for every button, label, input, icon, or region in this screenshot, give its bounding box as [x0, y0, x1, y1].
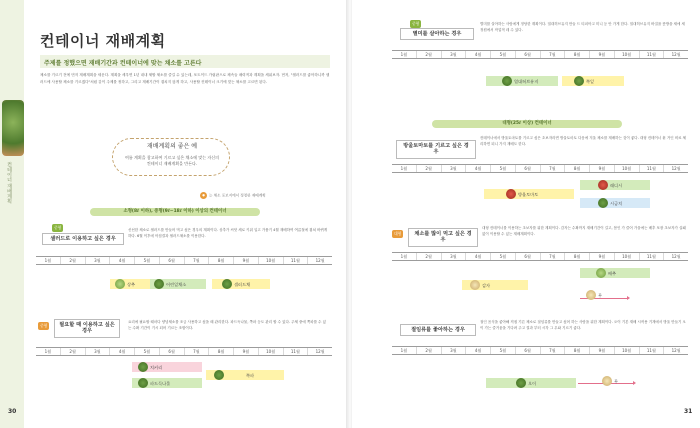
case5-title: 채소를 많이 먹고 싶은 경우: [408, 228, 478, 247]
case1-months-header: [36, 256, 332, 265]
herb-icon: [502, 76, 512, 86]
month-label: 8월: [564, 51, 589, 58]
case1-label-3: 샐러드채: [234, 282, 251, 287]
section-banner-small: 소형(8ℓ 이하), 중형(9ℓ~18ℓ 이하) 이상의 컨테이너: [90, 208, 260, 216]
spinach-icon: [598, 198, 608, 208]
month-label: 3월: [441, 347, 466, 354]
example-title: 재배계획의 좋은 예: [146, 143, 198, 150]
case3-label-2: 쪽잎: [586, 79, 595, 84]
month-label: 2월: [416, 51, 441, 58]
month-label: 10월: [614, 253, 639, 260]
case1-tag: 중형: [54, 225, 62, 230]
case1-desc: 신선한 채소로 샐러드를 만들어 먹고 싶은 경우의 계획이다. 상추가 씨앗 세로 키워 입고 가뭄기 4월 재배하여 여름철에 겹쳐 바뀌게 하다. 6월 이후에 아침결과 샐러드채소를 이용한다.: [128, 228, 328, 238]
left-page: [0, 0, 348, 428]
daikon-icon: [602, 376, 612, 386]
month-label: 3월: [441, 253, 466, 260]
case3-desc: 별미를 살아하는 사람에게 정당한 계획이다. 열대허브유지 만들 드 티피아고 미니 등 안 가게 한다. 열대허브유지 바질을 뜻방을 새에 세 정원에서 작업적 데 수 있다.: [480, 22, 685, 32]
side-text: 컨테이너 재배계획: [6, 162, 12, 204]
month-label: 12월: [307, 348, 332, 355]
month-label: 8월: [564, 253, 589, 260]
month-label: 3월: [85, 257, 110, 264]
case6-label-2: 무: [614, 379, 619, 384]
month-label: 12월: [663, 253, 688, 260]
month-label: 6월: [159, 348, 184, 355]
chive-icon: [214, 370, 224, 380]
case2-months-header: [36, 347, 332, 356]
month-label: 2월: [416, 253, 441, 260]
month-label: 2월: [416, 165, 441, 172]
mitsuba-icon: [138, 378, 148, 388]
month-label: 10월: [258, 257, 283, 264]
case2-tag: 중형: [40, 323, 48, 328]
month-label: 11월: [639, 165, 664, 172]
month-label: 6월: [515, 51, 540, 58]
page-subtitle: 주제를 정했으면 재배기간과 컨테이너에 맞는 채소를 고른다: [40, 55, 330, 68]
month-label: 8월: [208, 348, 233, 355]
intro-text: 채소를 기르기 전에 먼저 재배계획을 세운다. 계획을 세우면 1년 내내 채할 채소를 즐길 수 있는데, 포트이드 가림판으로 채속들 매력적과 계획을 세워보자. 먼저, "샐러드를 좋아하니까 샐러드에 사용할 채소를 기르겠다"처럼 같이 주제를 정하고, 그리고 재배기간이 겹치지 않게 하고, 사용할 컨테이너 크기에 맞는 채소를 고르면 된다.: [40, 73, 330, 84]
case4-label-2: 래디시: [610, 183, 623, 188]
month-label: 4월: [109, 257, 134, 264]
month-label: 7월: [540, 347, 565, 354]
case5-tag: 대형: [394, 231, 402, 236]
case3-months-header: [392, 50, 688, 59]
case5-label-1: 감자: [482, 283, 491, 288]
case6-label-1: 오이: [528, 381, 537, 386]
month-label: 9월: [589, 253, 614, 260]
month-label: 5월: [490, 347, 515, 354]
month-label: 9월: [589, 51, 614, 58]
month-label: 4월: [465, 347, 490, 354]
month-label: 2월: [60, 348, 85, 355]
month-label: 8월: [564, 347, 589, 354]
case5-months-header: [392, 252, 688, 261]
case3-title: 별미를 살아하는 경우: [400, 28, 474, 40]
salad-green-icon: [222, 279, 232, 289]
month-label: 8월: [564, 165, 589, 172]
section-banner-large: 대형(25ℓ 이상) 컨테이너: [432, 120, 622, 128]
month-label: 12월: [663, 165, 688, 172]
month-label: 8월: [208, 257, 233, 264]
case2-title: 필요할 때 이용하고 싶은 경우: [54, 319, 120, 338]
month-label: 12월: [307, 257, 332, 264]
month-label: 12월: [663, 51, 688, 58]
case1-label-1: 상추: [127, 282, 136, 287]
month-label: 1월: [400, 348, 408, 353]
cucumber-icon: [516, 378, 526, 388]
case5-label-2: 배추: [608, 271, 617, 276]
month-label: 4월: [465, 165, 490, 172]
case1-label-2: 어린잎채소: [166, 282, 187, 287]
month-label: 4월: [465, 253, 490, 260]
month-label: 1월: [44, 258, 52, 263]
month-label: 11월: [639, 347, 664, 354]
month-label: 11월: [639, 51, 664, 58]
note-text: 는 채소 포보지에서 정정한 재배계획: [209, 193, 266, 198]
case3-label-1: 열대허브유지: [514, 79, 539, 84]
month-label: 5월: [134, 257, 159, 264]
case6-months-header: [392, 346, 688, 355]
baby-leaf-icon: [154, 279, 164, 289]
month-label: 2월: [60, 257, 85, 264]
cabbage-icon: [596, 268, 606, 278]
month-label: 5월: [490, 165, 515, 172]
case3-tag: 중형: [412, 21, 420, 26]
case6-title: 절임류를 좋아하는 경우: [400, 324, 476, 336]
month-label: 1월: [400, 166, 408, 171]
month-label: 12월: [663, 347, 688, 354]
case2-label-3: 쪽파: [246, 373, 255, 378]
page-number-right: 31: [684, 408, 693, 415]
case1-title: 샐러드로 이용하고 싶은 경우: [42, 233, 124, 245]
month-label: 4월: [109, 348, 134, 355]
case4-title: 방울토마토를 기르고 싶은 경우: [396, 140, 476, 159]
page-number-left: 30: [8, 408, 17, 415]
month-label: 9월: [589, 165, 614, 172]
month-label: 7월: [540, 165, 565, 172]
month-label: 10월: [614, 347, 639, 354]
leaf-icon: [574, 76, 584, 86]
month-label: 7월: [184, 257, 209, 264]
case6-desc: 절인 음식을 좋아해 직접 기른 채소로 절임류를 만들고 싶어 하는 사람을 위한 계획이다. 오이 기본 재배 시작용 기계에서 방울 만들기 오이 가는 즐거움을 기다려 주고 결과 부터 시각 그 무와 기르기 좋다.: [480, 320, 686, 330]
month-label: 10월: [614, 51, 639, 58]
chicory-icon: [138, 362, 148, 372]
lettuce-icon: [115, 279, 125, 289]
case4-desc: 컨테이너에서 방울토마토를 기르고 싶은 초보자라면 방울토마토 다음에 겨울 채소를 재배하는 것이 좋다. 대형 컨테이너 흙 거인 비료 체리하면 되니 가지 재배도 한다.: [480, 136, 686, 146]
month-label: 11월: [283, 348, 308, 355]
page-title: 컨테이너 재배계획: [40, 32, 166, 50]
month-label: 7월: [184, 348, 209, 355]
note: [200, 192, 266, 199]
case2-label-1: 치커리: [150, 365, 163, 370]
month-label: 7월: [540, 253, 565, 260]
month-label: 6월: [515, 253, 540, 260]
case4-label-3: 시금치: [610, 201, 623, 206]
month-label: 5월: [490, 51, 515, 58]
month-label: 7월: [540, 51, 565, 58]
month-label: 11월: [639, 253, 664, 260]
month-label: 6월: [515, 347, 540, 354]
case4-label-1: 방울토마토: [518, 192, 539, 197]
case4-months-header: [392, 164, 688, 173]
month-label: 10월: [258, 348, 283, 355]
month-label: 10월: [614, 165, 639, 172]
month-label: 5월: [490, 253, 515, 260]
case2-desc: 요리에 필요할 때마다 양념채소를 조금 사용하고 싶을 때 관리한다. 파드득나물, 쪽파 등도 관리 할 수 있다. 주체 중에 쪽파를 수 있는 수확 기간이 기시 되어 기르는 조합이다.: [128, 320, 327, 330]
month-label: 9월: [589, 347, 614, 354]
month-label: 6월: [159, 257, 184, 264]
month-label: 6월: [515, 165, 540, 172]
month-label: 3월: [85, 348, 110, 355]
month-label: 9월: [233, 348, 258, 355]
case5-label-3: 무: [598, 293, 603, 298]
case5-desc: 대형 컨테이너를 이용하는 초보자를 위한 계획이다. 감자는 수확까지 재배기간이 길고, 봄인 가 즐어 가을에는 배추 포장 초보자가 실패 없이 이용할 수 있는 재배계획이다.: [482, 226, 686, 236]
right-page: [352, 0, 700, 428]
tomato-icon: [506, 189, 516, 199]
month-label: 3월: [441, 165, 466, 172]
case2-label-2: 파드득나물: [150, 381, 171, 386]
example-text: 여름 계획을 참고하여 기르고 싶은 채소에 맞는 자신의 컨테이너 재배계획을 만든다.: [125, 155, 219, 166]
month-label: 1월: [400, 254, 408, 259]
month-label: 4월: [465, 51, 490, 58]
month-label: 9월: [233, 257, 258, 264]
note-icon: ●: [200, 192, 207, 199]
plant-photo: [2, 100, 24, 156]
month-label: 3월: [441, 51, 466, 58]
side-strip: [0, 0, 24, 428]
month-label: 1월: [400, 52, 408, 57]
daikon-icon: [586, 290, 596, 300]
month-label: 5월: [134, 348, 159, 355]
month-label: 2월: [416, 347, 441, 354]
potato-icon: [470, 280, 480, 290]
month-label: 11월: [283, 257, 308, 264]
month-label: 1월: [44, 349, 52, 354]
radish-icon: [598, 180, 608, 190]
